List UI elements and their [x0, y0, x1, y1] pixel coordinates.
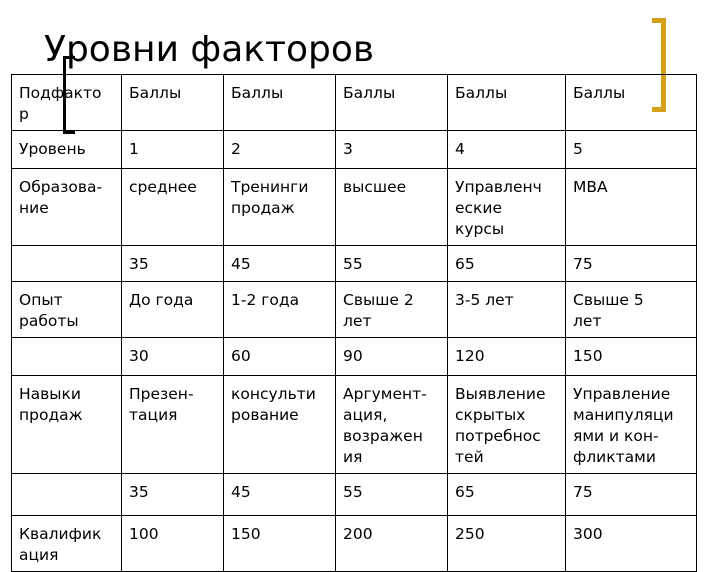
points-value-cell: 150 — [566, 338, 697, 376]
points-value-cell: 55 — [336, 474, 448, 516]
points-header-cell: Баллы — [448, 75, 566, 131]
level-number-cell: 3 — [336, 131, 448, 169]
blank-cell — [12, 246, 122, 282]
table-row — [12, 516, 697, 572]
slide-title: Уровни факторов — [44, 29, 375, 70]
points-header-cell: Баллы — [122, 75, 224, 131]
points-value-cell: 55 — [336, 246, 448, 282]
points-value-cell: 200 — [336, 516, 448, 572]
table-row — [12, 75, 697, 131]
points-value-cell: 100 — [122, 516, 224, 572]
level-number-cell: 1 — [122, 131, 224, 169]
level-description-cell: До года — [122, 282, 224, 338]
level-description-cell: MBA — [566, 169, 697, 246]
points-value-cell: 60 — [224, 338, 336, 376]
points-value-cell: 30 — [122, 338, 224, 376]
level-label-cell: Уровень — [12, 131, 122, 169]
factor-levels-table — [11, 74, 697, 572]
level-description-cell: Управление манипуляци ями и кон- фликтами — [566, 376, 697, 474]
level-description-cell: Аргумент- ация, возражен ия — [336, 376, 448, 474]
level-description-cell: высшее — [336, 169, 448, 246]
points-value-cell: 120 — [448, 338, 566, 376]
points-header-cell: Баллы — [224, 75, 336, 131]
blank-cell — [12, 474, 122, 516]
points-header-cell: Баллы — [336, 75, 448, 131]
points-value-cell: 35 — [122, 246, 224, 282]
points-value-cell: 65 — [448, 246, 566, 282]
points-value-cell: 300 — [566, 516, 697, 572]
level-number-cell: 4 — [448, 131, 566, 169]
table-row — [12, 246, 697, 282]
points-value-cell: 75 — [566, 246, 697, 282]
points-value-cell: 45 — [224, 474, 336, 516]
level-description-cell: Выявление скрытых потребнос тей — [448, 376, 566, 474]
table-row — [12, 474, 697, 516]
factor-label-cell: Образова- ние — [12, 169, 122, 246]
points-value-cell: 150 — [224, 516, 336, 572]
level-description-cell: Свыше 2 лет — [336, 282, 448, 338]
level-number-cell: 2 — [224, 131, 336, 169]
points-value-cell: 35 — [122, 474, 224, 516]
points-value-cell: 45 — [224, 246, 336, 282]
table-row — [12, 131, 697, 169]
table-row — [12, 282, 697, 338]
level-description-cell: Тренинги продаж — [224, 169, 336, 246]
level-description-cell: Презен- тация — [122, 376, 224, 474]
level-description-cell: Управленч еские курсы — [448, 169, 566, 246]
points-header-cell: Баллы — [566, 75, 697, 131]
points-value-cell: 65 — [448, 474, 566, 516]
factor-label-cell: Навыки продаж — [12, 376, 122, 474]
level-description-cell: консульти рование — [224, 376, 336, 474]
level-description-cell: Свыше 5 лет — [566, 282, 697, 338]
factor-label-cell: Опыт работы — [12, 282, 122, 338]
table-row — [12, 338, 697, 376]
points-value-cell: 250 — [448, 516, 566, 572]
level-number-cell: 5 — [566, 131, 697, 169]
level-description-cell: 3-5 лет — [448, 282, 566, 338]
table-row — [12, 169, 697, 246]
blank-cell — [12, 338, 122, 376]
table-row — [12, 376, 697, 474]
points-value-cell: 75 — [566, 474, 697, 516]
factor-label-cell: Квалифик ация — [12, 516, 122, 572]
subfactor-header-cell: Подфакто р — [12, 75, 122, 131]
level-description-cell: 1-2 года — [224, 282, 336, 338]
level-description-cell: среднее — [122, 169, 224, 246]
points-value-cell: 90 — [336, 338, 448, 376]
